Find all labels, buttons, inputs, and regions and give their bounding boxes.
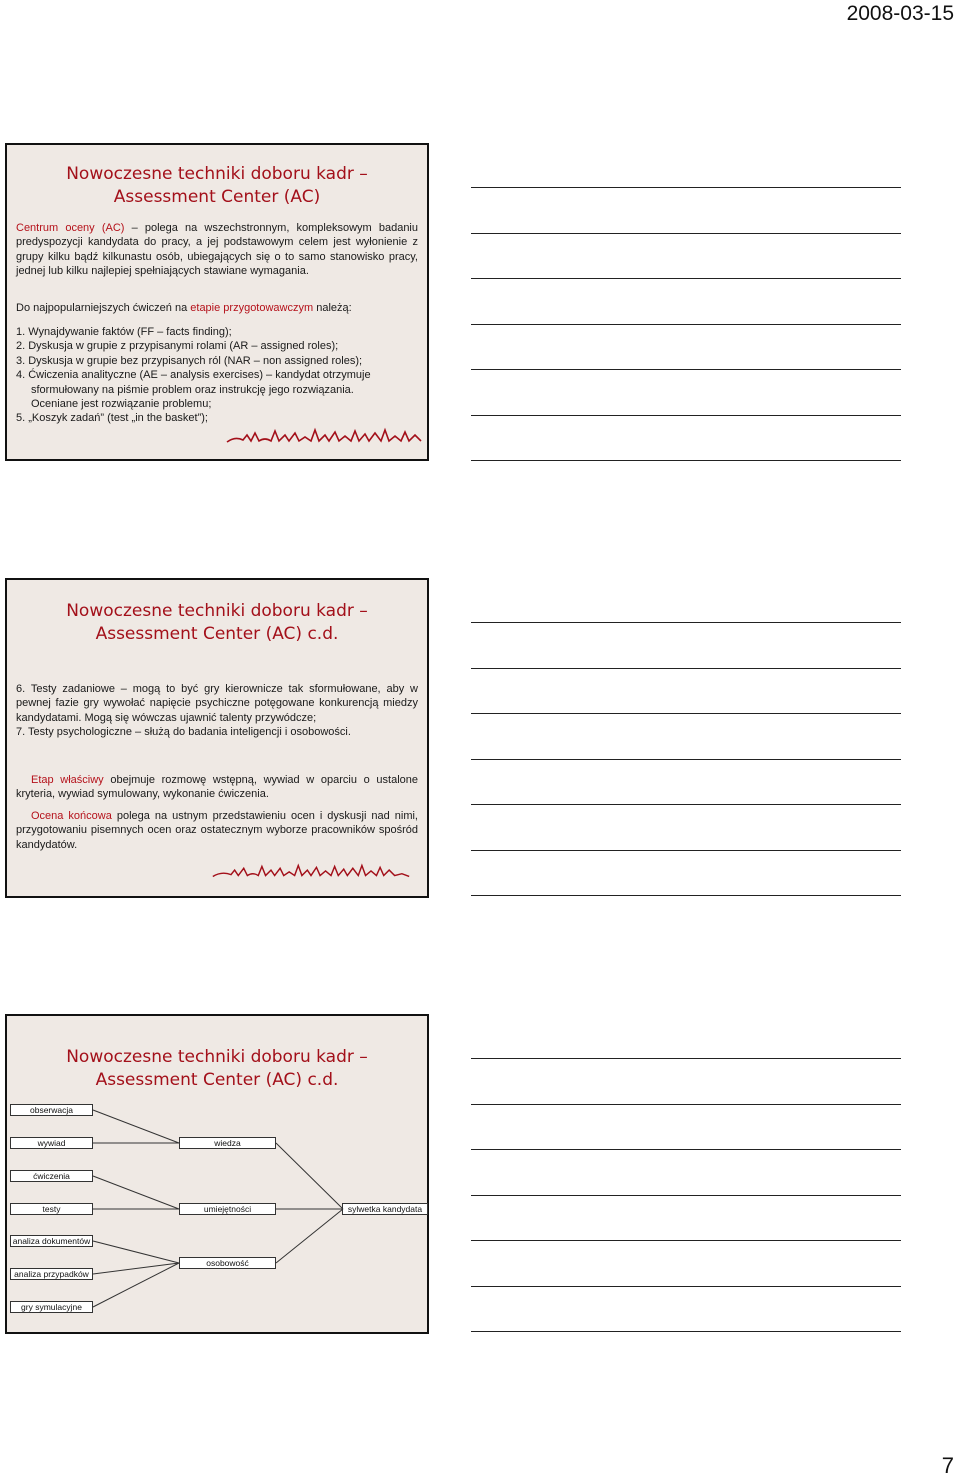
note-line [471, 415, 901, 416]
note-line [471, 850, 901, 851]
note-line [471, 1149, 901, 1150]
slide-2-main-stage: Etap właściwy obejmuje rozmowę wstępną, wywiad w oparciu o ustalone kryteria, wywiad symulowany, wykonanie ćwiczenia. [16, 774, 418, 801]
note-line [471, 369, 901, 370]
note-line [471, 713, 901, 714]
slide-2-title: Nowoczesne techniki doboru kadr – Assessment Center (AC) c.d. [66, 601, 368, 644]
document-date: 2008-03-15 [846, 2, 954, 25]
slide-2-tests: 6. Testy zadaniowe – mogą to być gry kierownicze tak sformułowane, aby w pewnej fazie gry wywołać napięcie psychiczne potęgowane konkurencją miedzy kandydatami. Mogą się wówczas ujawnić talenty przywódcze; 7. Testy psychologiczne – służą do badania inteligencji i osobowości. [16, 683, 418, 739]
slide-1-definition: Centrum oceny (AC) – polega na wszechstronnym, kompleksowym badaniu predyspozycji kandydata do pracy, a jej podstawowym celem jest wyłonienie z grupy kilku bądź kilkunastu osób, ubiegających się o to samo stanowisko pracy, jednej lub kilku najlepiej spełniających stawiane wymagania. [16, 222, 418, 278]
node-obserwacja: obserwacja [10, 1104, 93, 1116]
note-line [471, 622, 901, 623]
note-line [471, 233, 901, 234]
note-line [471, 187, 901, 188]
slide-1 [5, 143, 429, 461]
list-item: sformułowany na piśmie problem oraz instrukcję jego rozwiązania. [31, 383, 354, 396]
list-item: 4. Ćwiczenia analityczne (AE – analysis exercises) – kandydat otrzymuje [16, 369, 371, 382]
list-item: 2. Dyskusja w grupie z przypisanymi rolami (AR – assigned roles); [16, 340, 339, 353]
skyline-decoration [225, 427, 425, 445]
node-gry-symulacyjne: gry symulacyjne [10, 1301, 93, 1313]
exercise-list [16, 325, 418, 426]
page-number: 7 [941, 1453, 954, 1478]
node-osobowosc: osobowość [179, 1257, 276, 1269]
definition-term: Centrum oceny (AC) [16, 222, 125, 234]
node-umiejetnosci: umiejętności [179, 1203, 276, 1215]
slide-2 [5, 578, 429, 898]
note-line [471, 1331, 901, 1332]
slide-3 [5, 1014, 429, 1334]
diagram-links [7, 1016, 427, 1332]
note-line [471, 1240, 901, 1241]
note-line [471, 460, 901, 461]
note-line [471, 1286, 901, 1287]
list-item: 3. Dyskusja w grupie bez przypisanych ról (NAR – non assigned roles); [16, 354, 363, 367]
note-line [471, 804, 901, 805]
note-line [471, 895, 901, 896]
note-line [471, 324, 901, 325]
list-item: Oceniane jest rozwiązanie problemu; [31, 398, 212, 411]
note-line [471, 1195, 901, 1196]
slide-2-final-assessment: Ocena końcowa polega na ustnym przedstawieniu ocen i dyskusji nad nimi, przygotowaniu pisemnych ocen oraz ostatecznym wyborze pracowników spośród kandydatów. [16, 810, 418, 851]
node-wywiad: wywiad [10, 1137, 93, 1149]
slide-1-title: Nowoczesne techniki doboru kadr – Assessment Center (AC) [66, 164, 368, 207]
note-line [471, 759, 901, 760]
note-line [471, 1104, 901, 1105]
note-line [471, 278, 901, 279]
note-line [471, 1058, 901, 1059]
node-sylwetka-kandydata: sylwetka kandydata [342, 1203, 428, 1215]
list-item: 1. Wynajdywanie faktów (FF – facts finding); [16, 326, 232, 338]
note-line [471, 668, 901, 669]
skyline-decoration [211, 862, 411, 880]
node-wiedza: wiedza [179, 1137, 276, 1149]
slide-3-title: Nowoczesne techniki doboru kadr – Assessment Center (AC) c.d. [66, 1047, 368, 1090]
list-item: 5. „Koszyk zadań” (test „in the basket”); [16, 412, 208, 425]
slide-1-intro: Do najpopularniejszych ćwiczeń na etapie przygotowawczym należą: [16, 302, 352, 314]
node-cwiczenia: ćwiczenia [10, 1170, 93, 1182]
node-analiza-dokumentow: analiza dokumentów [10, 1235, 93, 1247]
node-testy: testy [10, 1203, 93, 1215]
node-analiza-przypadkow: analiza przypadków [10, 1268, 93, 1280]
